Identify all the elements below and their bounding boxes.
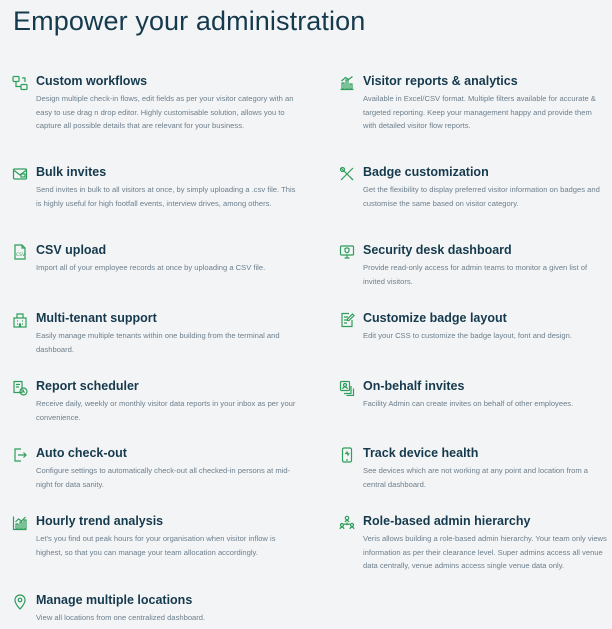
feature-description: Provide read-only access for admin teams to monitor a given list of invited visitors.	[363, 263, 588, 286]
feature-title: Auto check-out	[36, 446, 127, 460]
feature-description: Import all of your employee records at once by uploading a CSV file.	[36, 263, 266, 272]
edit-layout-icon	[339, 312, 355, 328]
feature-description: Facility Admin can create invites on behalf of other employees.	[363, 399, 574, 408]
feature-description: Configure settings to automatically check-out all checked-in persons at mid-night for data sanity.	[36, 466, 291, 489]
feature-description: Edit your CSS to customize the badge layout, font and design.	[363, 331, 572, 340]
checkout-door-icon	[12, 447, 28, 463]
feature-description: View all locations from one centralized dashboard.	[36, 613, 206, 622]
svg-text:CSV: CSV	[16, 253, 26, 258]
feature-description: Receive daily, weekly or monthly visitor data reports in your inbox as per your convenience.	[36, 399, 296, 422]
feature-title: Customize badge layout	[363, 311, 507, 325]
feature-title: CSV upload	[36, 243, 107, 257]
security-monitor-icon	[339, 244, 355, 260]
feature-description: Let's you find out peak hours for your organisation when visitor inflow is highest, so that you can manage your team allocation accordingly.	[36, 534, 276, 557]
feature-title: Visitor reports & analytics	[363, 74, 518, 88]
feature-title: On-behalf invites	[363, 379, 465, 393]
invite-envelope-icon	[12, 166, 28, 182]
feature-title: Track device health	[363, 446, 479, 460]
report-schedule-icon	[12, 380, 28, 396]
csv-file-icon	[12, 244, 28, 260]
feature-description: Send invites in bulk to all visitors at once, by simply uploading a .csv file. This is highly useful for high footfall events, interview drives, among others.	[36, 185, 296, 208]
feature-title: Security desk dashboard	[363, 243, 512, 257]
analytics-chart-icon	[339, 75, 355, 91]
location-pin-icon	[12, 594, 28, 610]
behalf-invite-icon	[339, 380, 355, 396]
admin-hierarchy-icon	[339, 515, 355, 531]
trend-chart-icon	[12, 515, 28, 531]
device-health-icon	[339, 447, 355, 463]
feature-description: Easily manage multiple tenants within one building from the terminal and dashboard.	[36, 331, 280, 354]
feature-description: Get the flexibility to display preferred visitor information on badges and customise the same based on visitor category.	[363, 185, 600, 208]
feature-title: Hourly trend analysis	[36, 514, 164, 528]
feature-title: Multi-tenant support	[36, 311, 157, 325]
feature-title: Report scheduler	[36, 379, 139, 393]
badge-tools-icon	[339, 166, 355, 182]
feature-title: Custom workflows	[36, 74, 148, 88]
feature-title: Bulk invites	[36, 165, 107, 179]
feature-title: Role-based admin hierarchy	[363, 514, 531, 528]
building-icon	[12, 312, 28, 328]
feature-description: Design multiple check-in flows, edit fields as per your visitor category with an easy to use drag n drop editor. Highly customisable solution, allows you to capture all possible details that are relevant for your business.	[36, 94, 294, 131]
feature-title: Badge customization	[363, 165, 489, 179]
workflow-icon	[12, 75, 28, 91]
feature-description: Available in Excel/CSV format. Multiple filters available for accurate & targeted reporting. Keep your management happy and provide them with detailed visitor flow reports.	[363, 94, 596, 131]
feature-description: Veris allows building a role-based admin hierarchy. Your team only views information as per their clearance level. Super admins access all venue data centrally, venue admins access single venue data only.	[363, 534, 607, 571]
feature-description: See devices which are not working at any point and location from a central dashboard.	[363, 466, 588, 489]
feature-title: Manage multiple locations	[36, 593, 193, 607]
page-title: Empower your administration	[13, 6, 366, 36]
